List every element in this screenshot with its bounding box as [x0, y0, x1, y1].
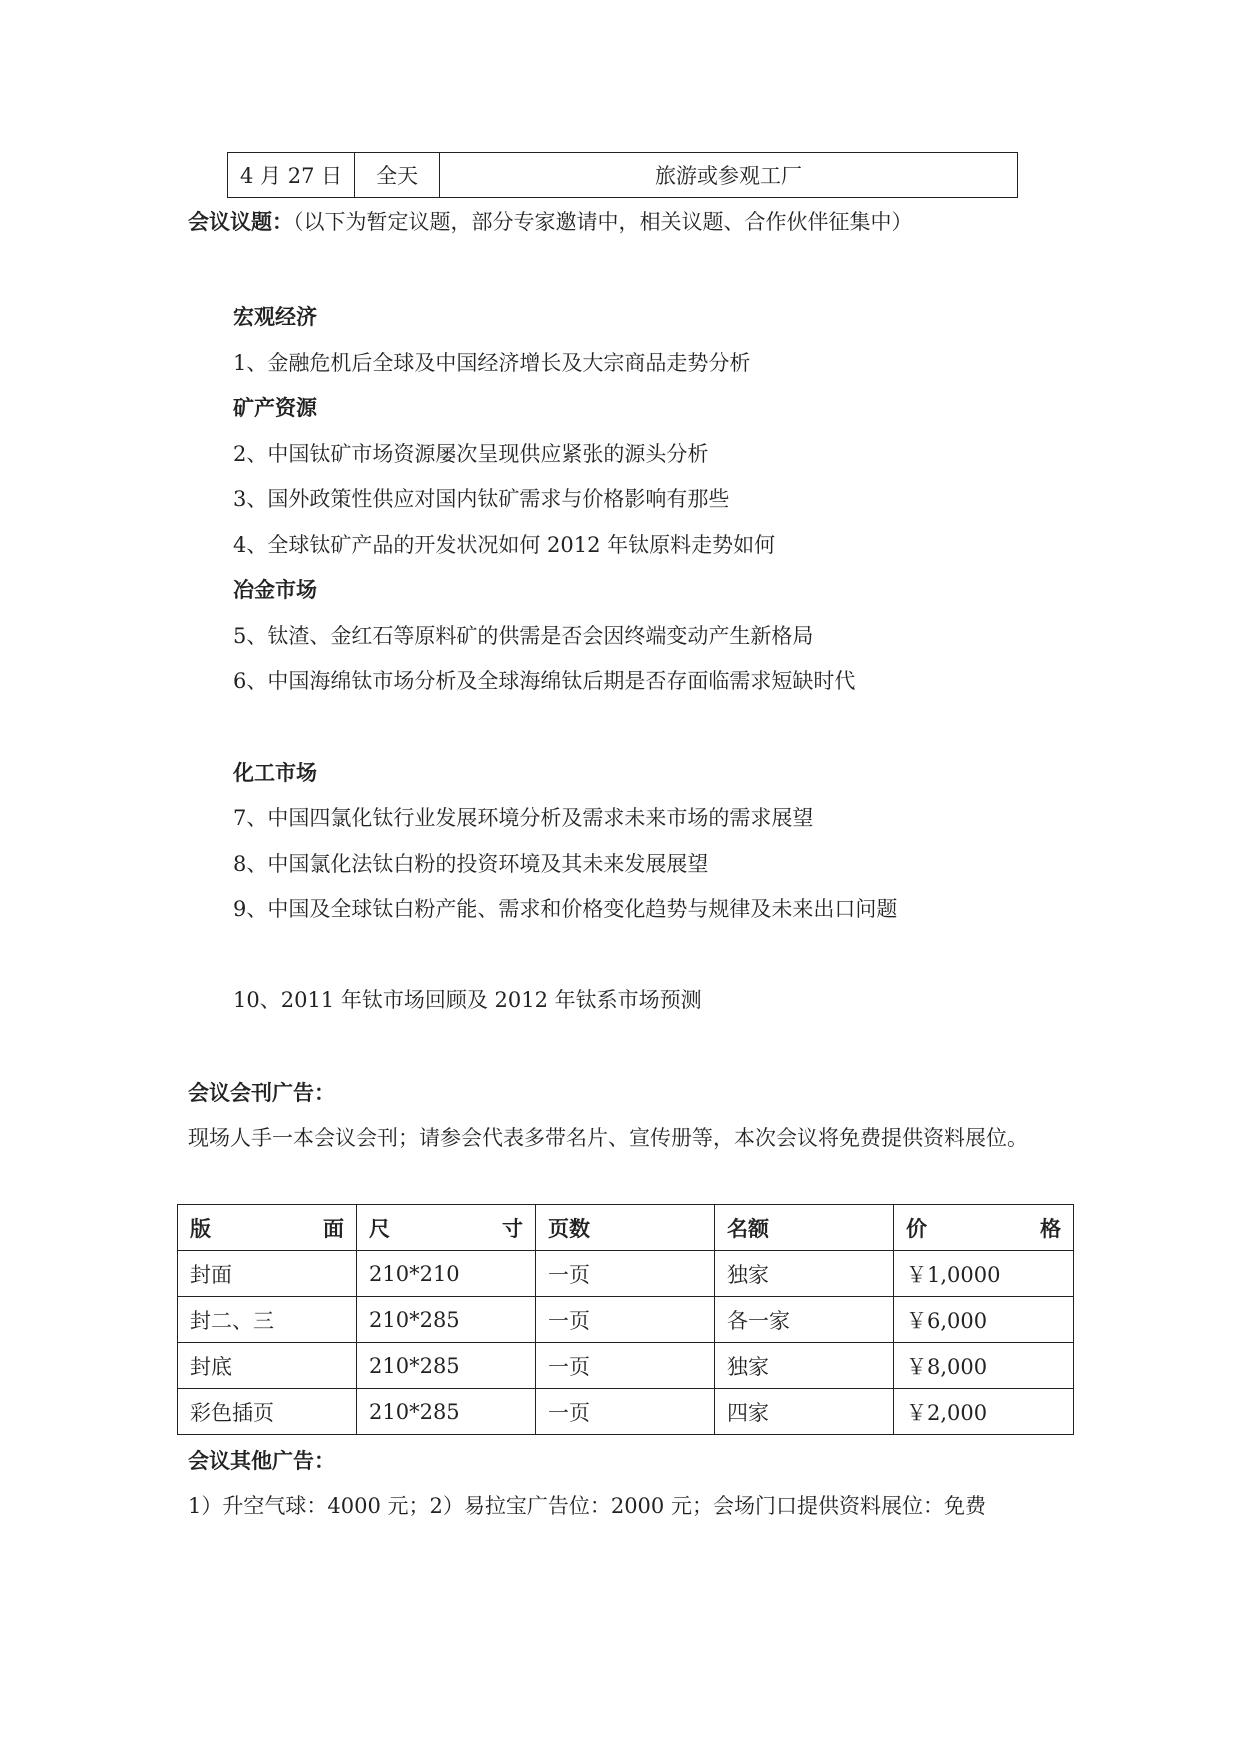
topic-item: 4、全球钛矿产品的开发状况如何 2012 年钛原料走势如何 [233, 533, 776, 557]
ad-table [177, 1204, 1074, 1435]
cell-layout: 封面 [178, 1251, 357, 1297]
other-ads-heading: 会议其他广告： [188, 1449, 335, 1473]
cell-quota: 独家 [715, 1251, 894, 1297]
table-row [178, 1251, 1074, 1297]
header-pages: 页数 [536, 1205, 715, 1251]
header-size: 尺 寸 [357, 1205, 536, 1251]
section-chemical-market: 化工市场 [233, 761, 317, 785]
cell-pages: 一页 [536, 1251, 715, 1297]
cell-size: 210*285 [357, 1389, 536, 1435]
header-quota: 名额 [715, 1205, 894, 1251]
topic-item: 3、国外政策性供应对国内钛矿需求与价格影响有那些 [233, 487, 730, 511]
section-metallurgy-market: 冶金市场 [233, 578, 317, 602]
topic-item: 7、中国四氯化钛行业发展环境分析及需求未来市场的需求展望 [233, 806, 814, 830]
journal-ads-heading: 会议会刊广告： [188, 1081, 335, 1105]
schedule-date: 4 月 27 日 [228, 153, 355, 198]
schedule-table [227, 152, 1018, 198]
topic-item: 1、金融危机后全球及中国经济增长及大宗商品走势分析 [233, 351, 751, 375]
cell-size: 210*285 [357, 1343, 536, 1389]
cell-price: ￥1,0000 [894, 1251, 1074, 1297]
table-row [228, 153, 1018, 198]
topic-item: 2、中国钛矿市场资源屡次呈现供应紧张的源头分析 [233, 442, 709, 466]
header-price: 价 格 [894, 1205, 1074, 1251]
schedule-time: 全天 [355, 153, 440, 198]
topics-heading-label: 会议议题： [188, 210, 293, 234]
journal-ads-text: 现场人手一本会议会刊；请参会代表多带名片、宣传册等，本次会议将免费提供资料展位。 [188, 1126, 1028, 1150]
ad-table-header [178, 1205, 1074, 1251]
schedule-activity: 旅游或参观工厂 [440, 153, 1018, 198]
topic-item: 5、钛渣、金红石等原料矿的供需是否会因终端变动产生新格局 [233, 624, 814, 648]
cell-quota: 各一家 [715, 1297, 894, 1343]
cell-quota: 独家 [715, 1343, 894, 1389]
section-mineral-resources: 矿产资源 [233, 396, 317, 420]
table-row [178, 1297, 1074, 1343]
topic-item: 8、中国氯化法钛白粉的投资环境及其未来发展展望 [233, 852, 709, 876]
topics-heading [188, 206, 913, 236]
header-layout: 版 面 [178, 1205, 357, 1251]
cell-price: ￥2,000 [894, 1389, 1074, 1435]
topic-item: 10、2011 年钛市场回顾及 2012 年钛系市场预测 [233, 988, 702, 1012]
cell-pages: 一页 [536, 1297, 715, 1343]
section-macro-economy: 宏观经济 [233, 305, 317, 329]
cell-size: 210*285 [357, 1297, 536, 1343]
cell-layout: 彩色插页 [178, 1389, 357, 1435]
cell-pages: 一页 [536, 1389, 715, 1435]
cell-layout: 封二、三 [178, 1297, 357, 1343]
cell-price: ￥8,000 [894, 1343, 1074, 1389]
topic-item: 6、中国海绵钛市场分析及全球海绵钛后期是否存面临需求短缺时代 [233, 669, 856, 693]
cell-size: 210*210 [357, 1251, 536, 1297]
table-row [178, 1389, 1074, 1435]
cell-quota: 四家 [715, 1389, 894, 1435]
topic-item: 9、中国及全球钛白粉产能、需求和价格变化趋势与规律及未来出口问题 [233, 897, 898, 921]
other-ads-text: 1）升空气球：4000 元；2）易拉宝广告位：2000 元；会场门口提供资料展位：免费 [188, 1494, 986, 1518]
cell-layout: 封底 [178, 1343, 357, 1389]
cell-price: ￥6,000 [894, 1297, 1074, 1343]
cell-pages: 一页 [536, 1343, 715, 1389]
topics-heading-note: （以下为暂定议题，部分专家邀请中，相关议题、合作伙伴征集中） [293, 210, 913, 234]
table-row [178, 1343, 1074, 1389]
